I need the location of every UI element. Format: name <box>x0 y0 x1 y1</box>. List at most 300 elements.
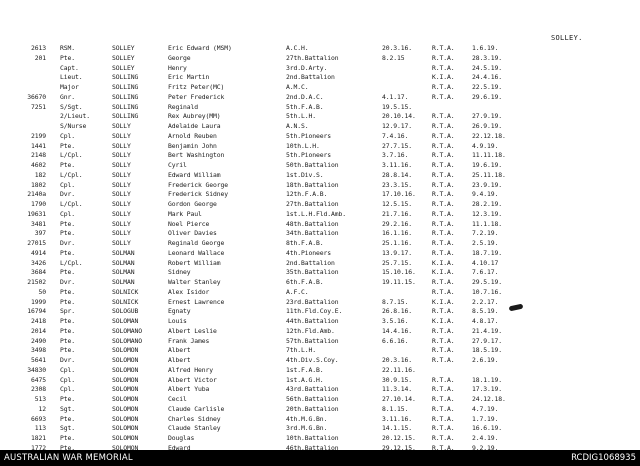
roll-entry-rank: 2/Lieut. <box>60 112 90 121</box>
roll-entry-unit: 4th.Div.S.Coy. <box>286 356 339 364</box>
roll-entry-fate-date: 22.5.19. <box>472 83 502 91</box>
roll-entry-unit: 2nd.Battalion <box>286 73 335 82</box>
roll-entry-given-names: Edward William <box>168 170 221 179</box>
roll-entry-fate-date: 4.9.19. <box>472 141 499 150</box>
roll-entry-unit: 48th.Battalion <box>286 219 339 228</box>
roll-entry-service-number: 2014 <box>31 326 46 335</box>
roll-entry-fate: R.T.A. <box>432 44 455 52</box>
roll-entry-rank: Pte. <box>60 326 75 335</box>
roll-entry-rank: Pte. <box>60 141 75 150</box>
roll-entry-fate-date: 2.2.17. <box>472 297 499 306</box>
roll-entry-unit: 5th.L.H. <box>286 112 316 121</box>
roll-entry-fate: R.T.A. <box>432 404 455 413</box>
roll-entry-rank: L/Cpl. <box>60 258 83 267</box>
roll-entry-enlistment-date: 11.3.14. <box>382 385 412 394</box>
roll-entry-service-number: 3426 <box>31 258 46 267</box>
roll-entry-fate-date: 11.11.18. <box>472 151 506 160</box>
roll-entry-unit: 43rd.Battalion <box>286 385 339 394</box>
roll-entry-fate: R.T.A. <box>432 131 455 140</box>
roll-entry-enlistment-date: 12.5.15. <box>382 200 412 208</box>
roll-entry-fate-date: 24.5.19. <box>472 63 502 72</box>
roll-entry-surname: SOLOMON <box>112 414 139 423</box>
roll-entry-rank: Pte. <box>60 229 75 238</box>
roll-entry-given-names: Cyril <box>168 161 187 169</box>
roll-entry-surname: SOLLING <box>112 112 139 121</box>
roll-entry-surname: SOLOMON <box>112 404 139 413</box>
roll-entry-rank: Dvr. <box>60 356 75 364</box>
roll-entry-fate-date: 27.9.19. <box>472 112 502 121</box>
roll-entry-unit: 3rd.M.G.Bn. <box>286 424 328 433</box>
roll-entry-unit: 10th.Battalion <box>286 434 339 442</box>
roll-entry-fate: R.T.A. <box>432 287 455 296</box>
roll-entry-fate-date: 28.3.19. <box>472 53 502 62</box>
roll-entry-service-number: 3684 <box>31 268 46 277</box>
roll-entry-surname: SOLOMAN <box>112 317 139 325</box>
roll-entry-surname: SOLLY <box>112 151 131 160</box>
roll-entry-surname: SOLLY <box>112 170 131 179</box>
roll-entry-fate: R.T.A. <box>432 356 455 364</box>
roll-entry-unit: 44th.Battalion <box>286 317 339 325</box>
roll-entry-given-names: Edward <box>168 443 191 450</box>
roll-entry-unit: 10th.L.H. <box>286 141 320 150</box>
roll-entry-surname: SOLMAN <box>112 278 135 286</box>
roll-entry-rank: Pte. <box>60 248 75 257</box>
roll-entry-fate-date: 26.9.19. <box>472 122 502 130</box>
roll-entry-unit: 56th.Battalion <box>286 395 339 403</box>
roll-entry-service-number: 3481 <box>31 219 46 228</box>
roll-entry-fate-date: 27.9.17. <box>472 336 502 345</box>
archive-reference-id: RCDIG1068935 <box>571 453 636 463</box>
roll-entry-fate-date: 24.12.18. <box>472 395 506 403</box>
roll-entry-rank: Lieut. <box>60 73 83 82</box>
roll-entry-enlistment-date: 29.2.16. <box>382 219 412 228</box>
roll-entry-rank: L/Cpl. <box>60 170 83 179</box>
roll-entry-rank: Pte. <box>60 268 75 277</box>
roll-entry-unit: 5th.F.A.B. <box>286 102 324 111</box>
roll-entry-enlistment-date: 7.4.16. <box>382 131 409 140</box>
roll-entry-fate-date: 25.11.18. <box>472 170 506 179</box>
roll-entry-rank: Pte. <box>60 219 75 228</box>
roll-entry-fate-date: 29.6.19. <box>472 92 502 101</box>
roll-entry-surname: SOLLY <box>112 122 131 130</box>
roll-entry-given-names: Egnaty <box>168 307 191 316</box>
roll-entry-given-names: Albert Victor <box>168 375 217 384</box>
roll-entry-surname: SOLLING <box>112 73 139 82</box>
roll-entry-unit: 6th.F.A.B. <box>286 278 324 286</box>
roll-entry-surname: SOLLY <box>112 190 131 199</box>
roll-entry-unit: 35th.Battalion <box>286 268 339 277</box>
roll-entry-fate: R.T.A. <box>432 326 455 335</box>
roll-entry-fate-date: 7.2.19. <box>472 229 499 238</box>
roll-entry-service-number: 7251 <box>31 102 46 111</box>
roll-entry-rank: S/Sgt. <box>60 102 83 111</box>
roll-entry-enlistment-date: 3.11.16. <box>382 414 412 423</box>
roll-entry-surname: SOLLING <box>112 92 139 101</box>
roll-entry-unit: 18th.Battalion <box>286 180 339 189</box>
roll-entry-enlistment-date: 22.11.16. <box>382 365 416 374</box>
roll-entry-service-number: 1441 <box>31 141 46 150</box>
roll-entry-service-number: 12 <box>38 404 46 413</box>
roll-entry-given-names: Robert William <box>168 258 221 267</box>
roll-entry-service-number: 5641 <box>31 356 46 364</box>
roll-entry-rank: Pte. <box>60 287 75 296</box>
roll-entry-fate: R.T.A. <box>432 395 455 403</box>
roll-entry-service-number: 2140a <box>27 190 46 199</box>
roll-entry-surname: SOLLING <box>112 102 139 111</box>
roll-entry-fate: R.T.A. <box>432 190 455 199</box>
roll-entry-unit: 11th.Fld.Coy.E. <box>286 307 343 316</box>
roll-entry-unit: 4th.M.G.Bn. <box>286 414 328 423</box>
roll-entry-fate-date: 10.7.16. <box>472 287 502 296</box>
roll-entry-enlistment-date: 21.7.16. <box>382 209 412 218</box>
roll-entry-given-names: Alfred Henry <box>168 365 213 374</box>
roll-entry-fate-date: 18.7.19. <box>472 248 502 257</box>
roll-entry-fate: R.T.A. <box>432 180 455 189</box>
roll-entry-unit: 1st.L.H.Fld.Amb. <box>286 209 346 218</box>
roll-entry-given-names: Charles Sidney <box>168 414 221 423</box>
roll-entry-enlistment-date: 19.11.15. <box>382 278 416 286</box>
roll-entry-surname: SOLLEY <box>112 44 135 52</box>
roll-entry-service-number: 19631 <box>27 209 46 218</box>
roll-entry-fate-date: 16.6.19. <box>472 424 502 433</box>
roll-entry-fate-date: 22.12.18. <box>472 131 506 140</box>
roll-entry-service-number: 1772 <box>31 443 46 450</box>
roll-entry-fate-date: 7.6.17. <box>472 268 499 277</box>
roll-entry-enlistment-date: 15.10.16. <box>382 268 416 277</box>
roll-entry-fate: R.T.A. <box>432 170 455 179</box>
roll-entry-surname: SOLLY <box>112 209 131 218</box>
roll-entry-unit: 50th.Battalion <box>286 161 339 169</box>
roll-entry-fate: K.I.A. <box>432 268 455 277</box>
roll-entry-surname: SOLOMON <box>112 385 139 394</box>
roll-entry-surname: SOLLY <box>112 180 131 189</box>
roll-entry-rank: Pte. <box>60 434 75 442</box>
roll-entry-enlistment-date: 8.2.15 <box>382 53 405 62</box>
roll-entry-service-number: 2148 <box>31 151 46 160</box>
roll-entry-fate: R.T.A. <box>432 200 455 208</box>
roll-entry-enlistment-date: 16.1.16. <box>382 229 412 238</box>
roll-entry-fate: R.T.A. <box>432 248 455 257</box>
roll-entry-unit: A.M.C. <box>286 83 309 91</box>
roll-entry-service-number: 4602 <box>31 161 46 169</box>
roll-entry-rank: Cpl. <box>60 209 75 218</box>
roll-entry-rank: Pte. <box>60 395 75 403</box>
roll-entry-service-number: 50 <box>38 287 46 296</box>
roll-entry-fate-date: 9.2.19. <box>472 443 499 450</box>
roll-entry-given-names: Eric Martin <box>168 73 210 82</box>
roll-entry-fate-date: 4.7.19. <box>472 404 499 413</box>
roll-entry-rank: Cpl. <box>60 131 75 140</box>
roll-entry-enlistment-date: 29.12.15. <box>382 443 416 450</box>
roll-entry-enlistment-date: 6.6.16. <box>382 336 409 345</box>
roll-entry-fate-date: 21.4.19. <box>472 326 502 335</box>
roll-entry-fate-date: 9.4.19. <box>472 190 499 199</box>
roll-entry-rank: Dvr. <box>60 239 75 247</box>
roll-entry-fate: R.T.A. <box>432 161 455 169</box>
roll-entry-given-names: Louis <box>168 317 187 325</box>
roll-entry-fate: K.I.A. <box>432 297 455 306</box>
roll-entry-fate: R.T.A. <box>432 346 455 355</box>
roll-entry-surname: SOLOMANO <box>112 336 142 345</box>
roll-entry-fate: R.T.A. <box>432 209 455 218</box>
roll-entry-fate: R.T.A. <box>432 443 455 450</box>
roll-entry-given-names: Walter Stanley <box>168 278 221 286</box>
roll-entry-surname: SOLLEY <box>112 53 135 62</box>
roll-entry-enlistment-date: 8.1.15. <box>382 404 409 413</box>
roll-entry-fate-date: 2.5.19. <box>472 239 499 247</box>
roll-entry-rank: Capt. <box>60 63 79 72</box>
roll-entry-service-number: 201 <box>34 53 46 62</box>
roll-entry-surname: SOLMAN <box>112 268 135 277</box>
roll-entry-unit: 4th.Pioneers <box>286 248 331 257</box>
roll-entry-service-number: 27015 <box>27 239 46 247</box>
roll-entry-rank: Dvr. <box>60 278 75 286</box>
roll-entry-given-names: Leonard Wallace <box>168 248 225 257</box>
roll-entry-unit: 12th.Fld.Amb. <box>286 326 335 335</box>
roll-entry-enlistment-date: 3.7.16. <box>382 151 409 160</box>
roll-entry-given-names: Gordon George <box>168 200 217 208</box>
roll-entry-given-names: Albert <box>168 356 191 364</box>
roll-entry-unit: 5th.Pioneers <box>286 151 331 160</box>
roll-entry-service-number: 2308 <box>31 385 46 394</box>
roll-entry-given-names: Frank James <box>168 336 210 345</box>
roll-entry-given-names: Alex Isidor <box>168 287 210 296</box>
roll-entry-fate-date: 12.3.19. <box>472 209 502 218</box>
roll-entry-fate-date: 2.6.19. <box>472 356 499 364</box>
roll-entry-given-names: Oliver Davies <box>168 229 217 238</box>
roll-entry-given-names: Douglas <box>168 434 195 442</box>
roll-entry-rank: Pte. <box>60 297 75 306</box>
roll-entry-enlistment-date: 20.3.16. <box>382 44 412 52</box>
roll-entry-enlistment-date: 20.10.14. <box>382 112 416 121</box>
roll-entry-given-names: Mark Paul <box>168 209 202 218</box>
roll-entry-service-number: 16794 <box>27 307 46 316</box>
roll-entry-surname: SOLOMANO <box>112 326 142 335</box>
roll-entry-fate-date: 23.9.19. <box>472 180 502 189</box>
roll-entry-surname: SOLLY <box>112 131 131 140</box>
roll-entry-unit: 46th.Battalion <box>286 443 339 450</box>
roll-entry-rank: Sgt. <box>60 424 75 433</box>
roll-entry-fate-date: 4.10.17 <box>472 258 499 267</box>
roll-entry-fate: R.T.A. <box>432 385 455 394</box>
roll-entry-surname: SOLMAN <box>112 248 135 257</box>
roll-entry-rank: Pte. <box>60 414 75 423</box>
roll-entry-fate-date: 1.7.19. <box>472 414 499 423</box>
roll-entry-fate: R.T.A. <box>432 92 455 101</box>
roll-entry-fate: R.T.A. <box>432 141 455 150</box>
roll-entry-rank: Major <box>60 83 79 91</box>
roll-entry-fate-date: 4.8.17. <box>472 317 499 325</box>
roll-entry-surname: SOLOMON <box>112 424 139 433</box>
roll-entry-rank: Pte. <box>60 161 75 169</box>
roll-entry-unit: 12th.F.A.B. <box>286 190 328 199</box>
roll-entry-rank: Gnr. <box>60 92 75 101</box>
roll-entry-fate: K.I.A. <box>432 73 455 82</box>
roll-entry-service-number: 113 <box>34 424 46 433</box>
roll-entry-rank: L/Cpl. <box>60 151 83 160</box>
roll-entry-fate: R.T.A. <box>432 112 455 121</box>
roll-entry-enlistment-date: 20.3.16. <box>382 356 412 364</box>
roll-entry-service-number: 182 <box>34 170 46 179</box>
roll-entry-unit: 27th.Battalion <box>286 53 339 62</box>
roll-entry-service-number: 4914 <box>31 248 46 257</box>
roll-entry-fate-date: 24.4.16. <box>472 73 502 82</box>
roll-entry-fate: R.T.A. <box>432 151 455 160</box>
roll-entry-given-names: Claude Carlisle <box>168 404 225 413</box>
archive-name: AUSTRALIAN WAR MEMORIAL <box>4 453 133 463</box>
roll-entry-fate: R.T.A. <box>432 53 455 62</box>
roll-entry-given-names: Bert Washington <box>168 151 225 160</box>
roll-entry-enlistment-date: 23.3.15. <box>382 180 412 189</box>
roll-entry-service-number: 1821 <box>31 434 46 442</box>
roll-entry-enlistment-date: 27.7.15. <box>382 141 412 150</box>
roll-entry-fate: R.T.A. <box>432 375 455 384</box>
roll-entry-given-names: Frederick Sidney <box>168 190 228 199</box>
roll-entry-surname: SOLOMON <box>112 346 139 355</box>
roll-entry-fate: R.T.A. <box>432 239 455 247</box>
roll-entry-given-names: Noel Pierce <box>168 219 210 228</box>
roll-entry-surname: SOLLY <box>112 219 131 228</box>
roll-entry-service-number: 6693 <box>31 414 46 423</box>
roll-entry-surname: SOLLY <box>112 239 131 247</box>
roll-entry-given-names: Frederick George <box>168 180 228 189</box>
roll-entry-fate: R.T.A. <box>432 414 455 423</box>
roll-entry-enlistment-date: 3.11.16. <box>382 161 412 169</box>
roll-entry-rank: Cpl. <box>60 365 75 374</box>
roll-entry-unit: A.C.H. <box>286 44 309 52</box>
roll-entry-fate: R.T.A. <box>432 307 455 316</box>
roll-entry-enlistment-date: 12.9.17. <box>382 122 412 130</box>
roll-entry-rank: Cpl. <box>60 180 75 189</box>
roll-entry-service-number: 1790 <box>31 200 46 208</box>
roll-entry-service-number: 2199 <box>31 131 46 140</box>
roll-entry-unit: 8th.F.A.B. <box>286 239 324 247</box>
roll-entry-surname: SOLMAN <box>112 258 135 267</box>
roll-entry-enlistment-date: 14.4.16. <box>382 326 412 335</box>
roll-entry-enlistment-date: 19.5.15. <box>382 102 412 111</box>
roll-entry-rank: Pte. <box>60 346 75 355</box>
roll-entry-surname: SOLOMON <box>112 365 139 374</box>
roll-entry-service-number: 34830 <box>27 365 46 374</box>
roll-entry-surname: SOLLEY <box>112 63 135 72</box>
roll-entry-surname: SOLNICK <box>112 297 139 306</box>
roll-entry-given-names: Henry <box>168 63 187 72</box>
roll-entry-enlistment-date: 20.12.15. <box>382 434 416 442</box>
roll-entry-unit: A.N.S. <box>286 122 309 130</box>
roll-entry-given-names: Benjamin John <box>168 141 217 150</box>
roll-entry-fate: R.T.A. <box>432 63 455 72</box>
roll-entry-rank: Sgt. <box>60 404 75 413</box>
roll-entry-rank: Cpl. <box>60 375 75 384</box>
roll-entry-rank: Pte. <box>60 443 75 450</box>
roll-entry-enlistment-date: 8.7.15. <box>382 297 409 306</box>
roll-entry-enlistment-date: 14.1.15. <box>382 424 412 433</box>
roll-entry-fate-date: 18.1.19. <box>472 375 502 384</box>
roll-entry-surname: SOLOMON <box>112 375 139 384</box>
roll-entry-unit: 1st.A.G.H. <box>286 375 324 384</box>
roll-entry-given-names: Reginald <box>168 102 198 111</box>
roll-entry-unit: 2nd.Battalion <box>286 258 335 267</box>
roll-entry-rank: Pte. <box>60 53 75 62</box>
roll-entry-fate-date: 11.1.18. <box>472 219 502 228</box>
roll-entry-fate-date: 1.6.19. <box>472 44 499 52</box>
roll-entry-rank: Dvr. <box>60 190 75 199</box>
roll-entry-service-number: 3498 <box>31 346 46 355</box>
roll-entry-surname: SOLLING <box>112 83 139 91</box>
roll-entry-unit: 7th.L.H. <box>286 346 316 355</box>
roll-entry-surname: SOLLY <box>112 229 131 238</box>
roll-entry-given-names: Claude Stanley <box>168 424 221 433</box>
roll-entry-fate: R.T.A. <box>432 219 455 228</box>
roll-entry-surname: SOLOMON <box>112 434 139 442</box>
roll-entry-given-names: Albert <box>168 346 191 355</box>
roll-entry-given-names: Eric Edward (MSM) <box>168 44 232 52</box>
roll-entry-surname: SOLOMON <box>112 443 139 450</box>
roll-entry-enlistment-date: 13.9.17. <box>382 248 412 257</box>
roll-entry-given-names: Albert Leslie <box>168 326 217 335</box>
roll-entry-enlistment-date: 4.1.17. <box>382 92 409 101</box>
roll-entry-service-number: 1802 <box>31 180 46 189</box>
roll-entry-enlistment-date: 25.1.16. <box>382 239 412 247</box>
roll-entry-given-names: Arnold Reuben <box>168 131 217 140</box>
roll-entry-rank: L/Cpl. <box>60 200 83 208</box>
roll-entry-fate-date: 2.4.19. <box>472 434 499 442</box>
roll-entry-service-number: 2490 <box>31 336 46 345</box>
roll-entry-service-number: 2613 <box>31 44 46 52</box>
roll-entry-fate-date: 8.5.19. <box>472 307 499 316</box>
roll-entry-unit: 20th.Battalion <box>286 404 339 413</box>
roll-entry-fate: R.T.A. <box>432 229 455 238</box>
roll-entry-surname: SOLLY <box>112 141 131 150</box>
roll-entry-enlistment-date: 17.10.16. <box>382 190 416 199</box>
roll-entry-surname: SOLOMON <box>112 395 139 403</box>
roll-entry-rank: RSM. <box>60 44 75 52</box>
roll-entry-fate: R.T.A. <box>432 434 455 442</box>
roll-entry-fate: R.T.A. <box>432 278 455 286</box>
roll-entry-enlistment-date: 3.5.16. <box>382 317 409 325</box>
roll-entry-service-number: 513 <box>34 395 46 403</box>
roll-entry-unit: 34th.Battalion <box>286 229 339 238</box>
roll-entry-unit: 5th.Pioneers <box>286 131 331 140</box>
roll-entry-fate: R.T.A. <box>432 336 455 345</box>
roll-entry-rank: Pte. <box>60 336 75 345</box>
roll-entry-surname: SOLNICK <box>112 287 139 296</box>
roll-entry-unit: 27th.Battalion <box>286 200 339 208</box>
roll-entry-unit: 23rd.Battalion <box>286 297 339 306</box>
roll-entry-enlistment-date: 28.8.14. <box>382 170 412 179</box>
roll-entry-unit: 1st.F.A.B. <box>286 365 324 374</box>
roll-entry-fate-date: 17.3.19. <box>472 385 502 394</box>
roll-entry-fate: K.I.A. <box>432 317 455 325</box>
roll-entry-given-names: George <box>168 53 191 62</box>
roll-entry-fate-date: 18.5.19. <box>472 346 502 355</box>
archive-footer-bar <box>0 450 640 466</box>
roll-entry-given-names: Rex Aubrey(MM) <box>168 112 221 121</box>
roll-entry-unit: 2nd.D.A.C. <box>286 92 324 101</box>
page-heading: SOLLEY. <box>551 34 583 42</box>
roll-entry-fate: K.I.A. <box>432 258 455 267</box>
roll-entry <box>0 443 560 450</box>
roll-entry-service-number: 397 <box>34 229 46 238</box>
roll-entry-surname: SOLOGUB <box>112 307 139 316</box>
roll-entry-fate-date: 29.5.19. <box>472 278 502 286</box>
roll-entry-given-names: Peter Frederick <box>168 92 225 101</box>
roll-entry-unit: A.F.C. <box>286 287 309 296</box>
roll-entry-surname: SOLLY <box>112 200 131 208</box>
roll-entry-service-number: 21502 <box>27 278 46 286</box>
roll-entry-fate: R.T.A. <box>432 122 455 130</box>
roll-entry-given-names: Adelaide Laura <box>168 122 221 130</box>
